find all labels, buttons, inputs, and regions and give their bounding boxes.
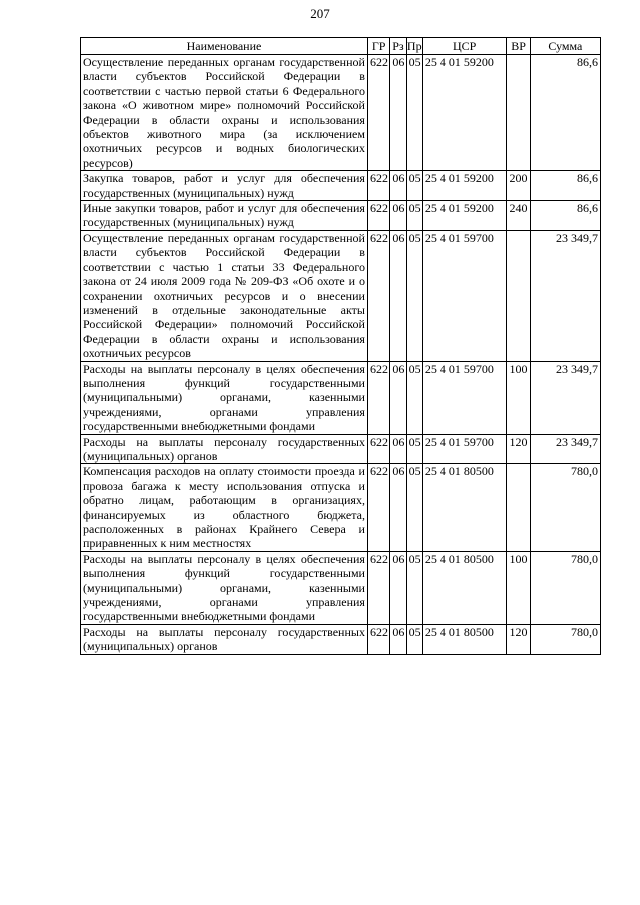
row-gr: 622 xyxy=(367,434,389,464)
row-csr: 25 4 01 80500 xyxy=(422,464,506,551)
row-gr: 622 xyxy=(367,361,389,434)
page-number: 207 xyxy=(310,6,330,21)
row-rz: 06 xyxy=(390,230,406,361)
table-row xyxy=(81,55,601,171)
row-sum: 780,0 xyxy=(530,464,600,551)
header-csr: ЦСР xyxy=(422,38,506,55)
row-rz: 06 xyxy=(390,551,406,624)
row-name: Закупка товаров, работ и услуг для обеспечения государственных (муниципальных) нужд xyxy=(81,171,368,201)
header-sum: Сумма xyxy=(530,38,600,55)
row-name: Расходы на выплаты персоналу государственных (муниципальных) органов xyxy=(81,624,368,654)
row-rz: 06 xyxy=(390,361,406,434)
row-gr: 622 xyxy=(367,624,389,654)
header-pr: Пр xyxy=(406,38,422,53)
row-rz: 06 xyxy=(390,624,406,654)
row-pr: 05 xyxy=(406,551,422,624)
row-pr: 05 xyxy=(406,434,422,464)
row-rz: 06 xyxy=(390,171,406,201)
header-rz: Рз xyxy=(390,38,406,55)
row-pr: 05 xyxy=(406,361,422,434)
row-gr: 622 xyxy=(367,55,389,171)
row-csr: 25 4 01 59200 xyxy=(422,55,506,171)
row-sum: 780,0 xyxy=(530,551,600,624)
row-csr: 25 4 01 80500 xyxy=(422,624,506,654)
row-csr: 25 4 01 59700 xyxy=(422,434,506,464)
table-row xyxy=(81,434,601,464)
row-gr: 622 xyxy=(367,171,389,201)
row-sum: 23 349,7 xyxy=(530,361,600,434)
row-csr: 25 4 01 59700 xyxy=(422,230,506,361)
row-vr: 240 xyxy=(507,201,530,231)
table-row xyxy=(81,230,601,361)
table-row xyxy=(81,464,601,551)
row-sum: 86,6 xyxy=(530,171,600,201)
row-rz: 06 xyxy=(390,55,406,171)
row-csr: 25 4 01 59200 xyxy=(422,171,506,201)
row-vr: 120 xyxy=(507,434,530,464)
row-gr: 622 xyxy=(367,201,389,231)
row-pr: 05 xyxy=(406,171,422,201)
row-name: Расходы на выплаты персоналу в целях обеспечения выполнения функций государственными (муниципальными) органами, казенными учреждениями, органами управления государственными внебюджетными фондами xyxy=(81,551,368,624)
row-sum: 86,6 xyxy=(530,201,600,231)
row-pr: 05 xyxy=(406,230,422,361)
row-csr: 25 4 01 59700 xyxy=(422,361,506,434)
row-gr: 622 xyxy=(367,230,389,361)
table-row xyxy=(81,624,601,654)
table-row xyxy=(81,551,601,624)
header-name: Наименование xyxy=(81,38,368,55)
header-gr: ГР xyxy=(367,38,389,55)
row-vr xyxy=(507,464,530,551)
row-sum: 780,0 xyxy=(530,624,600,654)
row-rz: 06 xyxy=(390,464,406,551)
row-rz: 06 xyxy=(390,201,406,231)
row-vr xyxy=(507,230,530,361)
row-name: Осуществление переданных органам государственной власти субъектов Российской Федерации в соответствии с частью первой статьи 6 Федерального закона «О животном мире» полномочий Российской Федерации в области охраны и использования объектов животного мира (за исключением охотничьих ресурсов и водных биологических ресурсов) xyxy=(81,55,368,171)
row-vr: 200 xyxy=(507,171,530,201)
table-body xyxy=(81,55,601,655)
row-pr: 05 xyxy=(406,464,422,551)
row-name: Расходы на выплаты персоналу государственных (муниципальных) органов xyxy=(81,434,368,464)
row-pr: 05 xyxy=(406,624,422,654)
row-gr: 622 xyxy=(367,464,389,551)
row-csr: 25 4 01 80500 xyxy=(422,551,506,624)
table-row xyxy=(81,201,601,231)
row-pr: 05 xyxy=(406,201,422,231)
budget-table xyxy=(80,37,601,655)
row-name: Иные закупки товаров, работ и услуг для обеспечения государственных (муниципальных) нужд xyxy=(81,201,368,231)
row-sum: 23 349,7 xyxy=(530,230,600,361)
row-vr: 120 xyxy=(507,624,530,654)
row-csr: 25 4 01 59200 xyxy=(422,201,506,231)
row-name: Расходы на выплаты персоналу в целях обеспечения выполнения функций государственными (муниципальными) органами, казенными учреждениями, органами управления государственными внебюджетными фондами xyxy=(81,361,368,434)
row-gr: 622 xyxy=(367,551,389,624)
table-header-row xyxy=(81,38,601,55)
table-row xyxy=(81,361,601,434)
row-rz: 06 xyxy=(390,434,406,464)
row-vr: 100 xyxy=(507,361,530,434)
row-sum: 86,6 xyxy=(530,55,600,171)
row-name: Компенсация расходов на оплату стоимости проезда и провоза багажа к месту использования отпуска и обратно лицам, работающим в организациях, финансируемых из областного бюджета, расположенных в районах Крайнего Севера и приравненных к ним местностях xyxy=(81,464,368,551)
row-vr: 100 xyxy=(507,551,530,624)
row-pr: 05 xyxy=(406,55,422,171)
header-vr: ВР xyxy=(507,38,530,55)
row-vr xyxy=(507,55,530,171)
table-row xyxy=(81,171,601,201)
row-sum: 23 349,7 xyxy=(530,434,600,464)
row-name: Осуществление переданных органам государственной власти субъектов Российской Федерации в соответствии с частью 1 статьи 33 Федерального закона от 24 июля 2009 года № 209-ФЗ «Об охоте и о сохранении охотничьих ресурсов и о внесении изменений в отдельные законодательные акты Российской Федерации» полномочий Российской Федерации в области охраны и использования охотничьих ресурсов xyxy=(81,230,368,361)
